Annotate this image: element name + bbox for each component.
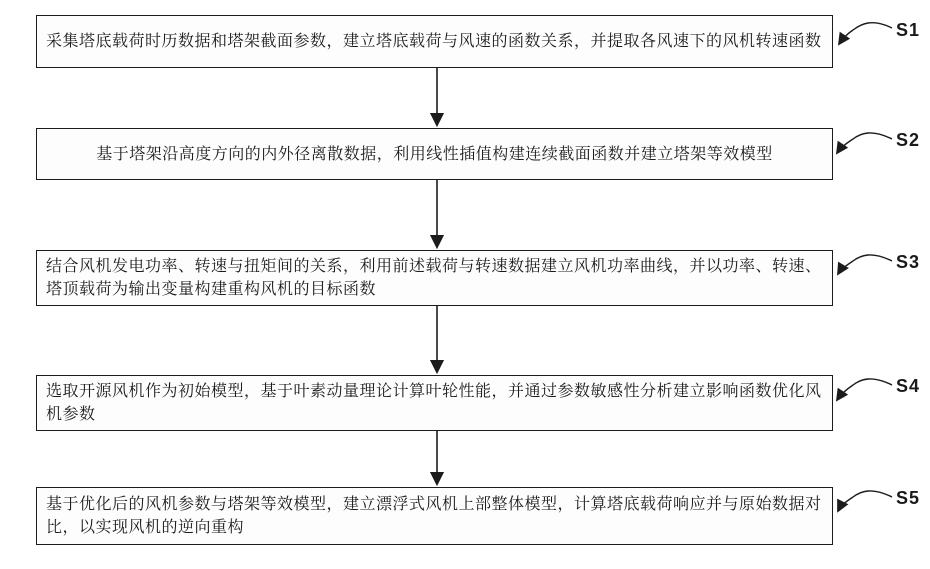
leader-line-s4 xyxy=(837,379,892,400)
flow-box-step-2 xyxy=(36,128,833,180)
leader-line-s3 xyxy=(838,255,892,274)
step-label-s4: S4 xyxy=(896,376,921,396)
flow-box-step-5 xyxy=(36,487,833,545)
leader-line-s5 xyxy=(838,491,892,511)
flow-box-step-3-text: 结合风机发电功率、转速与扭矩间的关系，利用前述载荷与转速数据建立风机功率曲线，并以功率、转速、塔顶载荷为输出变量构建重构风机的目标函数 xyxy=(46,258,822,298)
step-label-s1: S1 xyxy=(896,20,921,40)
flow-box-step-3 xyxy=(36,250,833,306)
flow-box-step-2-text: 基于塔架沿高度方向的内外径离散数据，利用线性插值构建连续截面函数并建立塔架等效模型 xyxy=(96,145,773,163)
flow-box-step-1 xyxy=(36,15,833,68)
flow-box-step-4 xyxy=(36,375,833,431)
flow-box-step-5-text: 基于优化后的风机参数与塔架等效模型，建立漂浮式风机上部整体模型，计算塔底载荷响应并与原始数据对比，以实现风机的逆向重构 xyxy=(46,496,822,536)
leader-line-s2 xyxy=(837,133,892,153)
flow-box-step-1-text: 采集塔底载荷时历数据和塔架截面参数，建立塔底载荷与风速的函数关系，并提取各风速下的风机转速函数 xyxy=(46,33,822,50)
step-label-s3: S3 xyxy=(896,252,921,272)
leader-line-s1 xyxy=(839,23,892,44)
step-label-s5: S5 xyxy=(896,488,921,508)
flow-box-step-4-text: 选取开源风机作为初始模型，基于叶素动量理论计算叶轮性能，并通过参数敏感性分析建立影响函数优化风机参数 xyxy=(46,383,822,423)
step-label-s2: S2 xyxy=(896,130,921,150)
